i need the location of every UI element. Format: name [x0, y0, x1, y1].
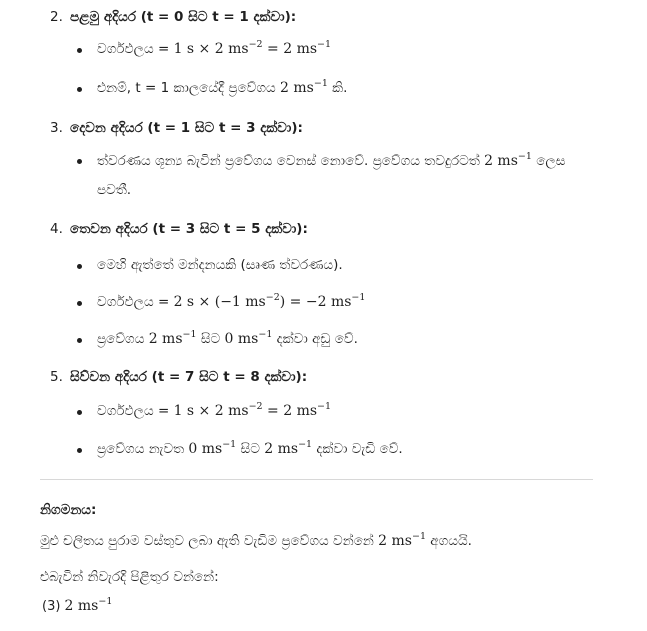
step-number: 2.	[50, 9, 63, 25]
bullet-text: මෙහි ඇත්තේ මන්දනයකි (සෘණ ත්වරණය).	[97, 257, 343, 273]
math-expression: 2 $ms^{-1}$	[378, 531, 426, 549]
math-expression: 1 s × 2 $ms^{-2} = 2$ $ms^{-1}$	[173, 401, 332, 419]
list-item	[40, 326, 647, 353]
step-number: 5.	[50, 369, 63, 385]
bullet-tail: ලෙස පවතී.	[97, 153, 566, 198]
bullet-text: ප්‍රවේගය	[97, 331, 149, 347]
step-2	[40, 6, 640, 96]
list-item	[40, 75, 647, 102]
step-number: 3.	[50, 120, 63, 136]
section-divider	[40, 479, 593, 480]
step-heading-text: දෙවන අදියර (t = 1 සිට t = 3 දක්වා):	[70, 120, 303, 136]
step-heading	[40, 6, 640, 28]
list-item	[40, 289, 647, 316]
list-item	[40, 398, 647, 425]
math-expression: 1 s × 2 $ms^{-2} = 2$ $ms^{-1}$	[173, 39, 332, 57]
math-expression: 2 $ms^{-1}$	[280, 78, 328, 96]
list-item	[40, 147, 600, 205]
math-expression: 2 $ms^{-1}$	[264, 439, 313, 457]
step-5	[40, 366, 640, 457]
list-item	[40, 436, 647, 463]
bullet-text: එනම්, t = 1 කාලයේදී ප්‍රවේගය	[97, 80, 281, 96]
step-heading	[40, 366, 640, 388]
conclusion-text: අගයයි.	[426, 533, 472, 549]
step-heading	[40, 218, 640, 240]
math-expression: 2 s × (−1 $ms^{-2}) = -2$ $ms^{-1}$	[173, 292, 366, 310]
conclusion-heading: නිගමනය:	[40, 502, 97, 518]
step-heading-text: සිව්වන අදියර (t = 7 සිට t = 8 දක්වා):	[70, 369, 308, 385]
step-number: 4.	[50, 221, 63, 237]
conclusion-statement	[40, 530, 630, 552]
bullet-text: වර්ගඵලය =	[97, 294, 174, 310]
math-expression: 2 $ms^{-1}$	[148, 329, 197, 347]
math-expression: 2 $ms^{-1}$	[484, 151, 532, 169]
math-expression: 0 $ms^{-1}$	[224, 329, 273, 347]
step-3	[40, 117, 640, 198]
list-item	[40, 252, 647, 279]
bullet-text: සිට	[196, 331, 225, 347]
answer-intro: එබැවින් නිවැරදි පිළිතුර වන්නේ:	[40, 569, 219, 585]
bullet-text: සිට	[236, 441, 265, 457]
step-heading-text: පළමු අදියර (t = 0 සිට t = 1 දක්වා):	[70, 9, 297, 25]
math-expression: 0 $ms^{-1}$	[188, 439, 237, 457]
math-expression: 2 $ms^{-1}$	[64, 596, 113, 614]
step-heading	[40, 117, 640, 139]
bullet-tail: කි.	[327, 80, 348, 96]
bullet-tail: දක්වා අඩු වේ.	[272, 331, 358, 347]
answer-label: (3)	[42, 599, 65, 614]
bullet-text: ත්වරණය ශූන්‍ය බැවින් ප්‍රවේගය වෙනස් නොවේ. ප්‍රවේගය තවදුරටත්	[97, 153, 485, 169]
step-4	[40, 218, 640, 347]
bullet-tail: දක්වා වැඩි වේ.	[312, 441, 403, 457]
conclusion-text: මුළු චලිතය පුරාම වස්තුව ලබා ඇති වැඩිම ප්‍රවේගය වන්නේ	[40, 533, 379, 549]
list-item	[40, 36, 647, 63]
bullet-text: වර්ගඵලය =	[97, 41, 174, 57]
final-answer	[42, 595, 112, 618]
step-heading-text: තෙවන අදියර (t = 3 සිට t = 5 දක්වා):	[70, 221, 308, 237]
bullet-text: ප්‍රවේගය නැවත	[97, 441, 189, 457]
bullet-text: වර්ගඵලය =	[97, 403, 174, 419]
